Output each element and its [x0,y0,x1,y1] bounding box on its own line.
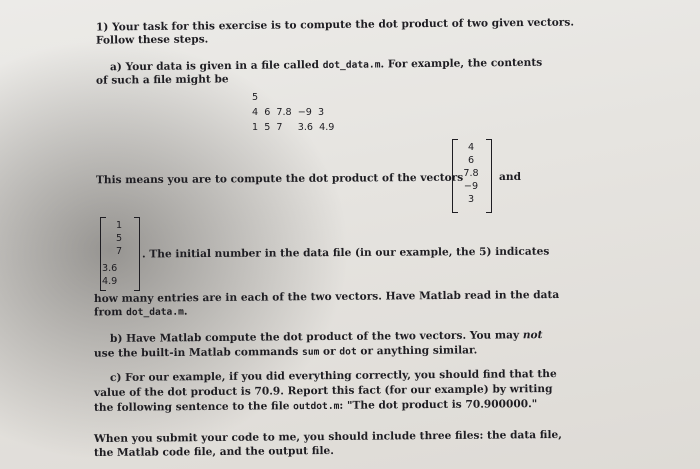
part-b-emphasis: not [522,329,543,342]
from-line [94,305,188,321]
file-line-1: 5 [252,92,259,103]
part-b-line-1 [110,328,543,346]
vector2-entry-2: 5 [115,233,123,244]
vector1-entry-4: −9 [463,181,479,192]
vector2-right-bracket [134,217,140,291]
file-line-2: 4 6 7.8 −9 3 [252,107,325,118]
part-b-line2-post: or anything similar. [356,344,478,358]
intro-line-2: Follow these steps. [95,33,209,47]
vector2-entry-1: 1 [115,220,123,231]
part-b-line2-pre: use the built-in Matlab commands [93,345,303,360]
part-a-text-post: . For example, the contents [380,56,543,71]
part-b-line-2 [94,343,477,361]
vector2-entry-4: 3.6 [102,263,118,274]
vector1-entry-2: 6 [467,155,475,166]
how-many-line: how many entries are in each of the two vectors. Have Matlab read in the data [93,288,560,306]
vector1-right-bracket [486,139,492,213]
part-c-line-1: c) For our example, if you did everything correctly, you should find that the [109,368,557,384]
from-line-filename: dot_data.m [126,306,184,319]
part-a-filename: dot_data.m [322,59,381,72]
means-text: This means you are to compute the dot product of the vectors [95,171,464,187]
vector2-entry-5: 4.9 [102,276,118,287]
intro-line-1: 1) Your task for this exercise is to compute the dot product of two given vectors. [95,16,575,34]
part-c-filename: outdot.m [293,400,340,413]
part-a-text-pre: a) Your data is given in a file called [109,59,323,74]
part-b-code-sum: sum [301,346,320,358]
file-line-3: 1 5 7 3.6 4.9 [252,122,335,133]
part-c-line3-post: : "The dot product is 70.900000." [339,398,538,412]
initial-number-text: . The initial number in the data file (in our example, the 5) indicates [141,245,550,261]
part-a-line-2: of such a file might be [95,73,229,87]
from-line-pre: from [93,306,127,319]
part-c-line-2: value of the dot product is 70.9. Report this fact (for our example) by writing [93,382,553,400]
and-text: and [499,171,521,183]
from-line-post: . [183,305,188,318]
part-b-line2-mid: or [319,345,340,358]
part-b-code-dot: dot [339,346,357,358]
submit-line-2: the Matlab code file, and the output file. [93,444,334,460]
vector2-entry-3: 7 [115,246,123,257]
part-c-line3-pre: the following sentence to the file [93,400,294,414]
vector1-entry-5: 3 [467,194,475,205]
submit-line-1: When you submit your code to me, you should include three files: the data file, [93,428,562,446]
vector1-entry-3: 7.8 [463,168,479,179]
vector1-entry-1: 4 [467,142,475,153]
part-c-line-3 [94,397,537,416]
part-b-text-pre: b) Have Matlab compute the dot product of the two vectors. You may [109,329,523,345]
